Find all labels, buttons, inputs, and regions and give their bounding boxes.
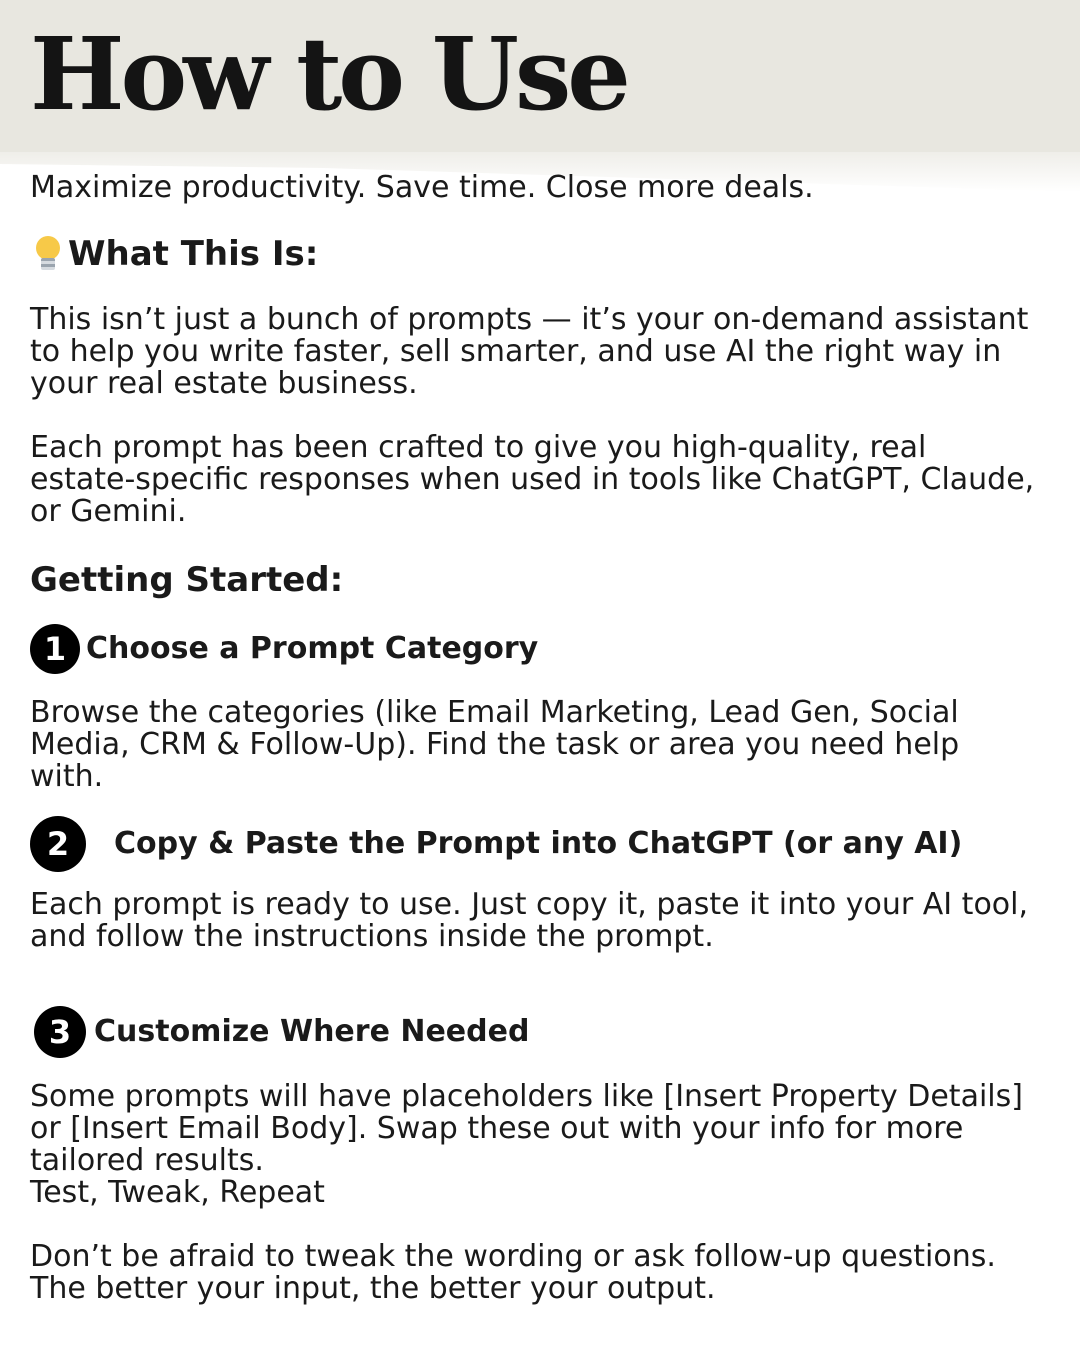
what-this-is-heading (30, 234, 1040, 274)
lightbulb-icon (30, 234, 66, 274)
step-2-number-badge: 2 (30, 816, 86, 872)
what-this-is-paragraph-2: Each prompt has been crafted to give you high-quality, real estate-specific responses when used in tools like ChatGPT, Claude, or Gemini. (30, 430, 1035, 529)
step-3-closing-paragraph: Don’t be afraid to tweak the wording or ask follow-up questions. The better your input, the better your output. (30, 1239, 996, 1306)
step-2-body: Each prompt is ready to use. Just copy it, paste it into your AI tool, and follow the instructions inside the prompt. (30, 887, 1029, 954)
step-1-heading (30, 624, 1040, 674)
step-3-number-badge: 3 (34, 1006, 86, 1058)
what-this-is-heading-text: What This Is: (68, 234, 319, 274)
step-1-body: Browse the categories (like Email Marketing, Lead Gen, Social Media, CRM & Follow-Up). Find the task or area you need help with. (30, 695, 960, 794)
step-3-body: Some prompts will have placeholders like [Insert Property Details] or [Insert Email Body]. Swap these out with your info for more tailored results. (30, 1079, 1023, 1178)
what-this-is-paragraph-1: This isn’t just a bunch of prompts — it’s your on-demand assistant to help you write faster, sell smarter, and use AI the right way in your real estate business. (30, 302, 1029, 401)
step-3-heading (34, 1006, 1044, 1058)
page-title: How to Use (30, 15, 627, 133)
test-tweak-repeat-line: Test, Tweak, Repeat (30, 1175, 325, 1210)
step-2-title: Copy & Paste the Prompt into ChatGPT (or any AI) (114, 826, 963, 861)
step-1-number-badge: 1 (30, 624, 80, 674)
step-1-title: Choose a Prompt Category (86, 631, 539, 666)
step-2-heading (30, 816, 1040, 872)
tagline: Maximize productivity. Save time. Close more deals. (30, 170, 814, 205)
step-3-title: Customize Where Needed (94, 1014, 530, 1049)
getting-started-heading: Getting Started: (30, 560, 344, 600)
